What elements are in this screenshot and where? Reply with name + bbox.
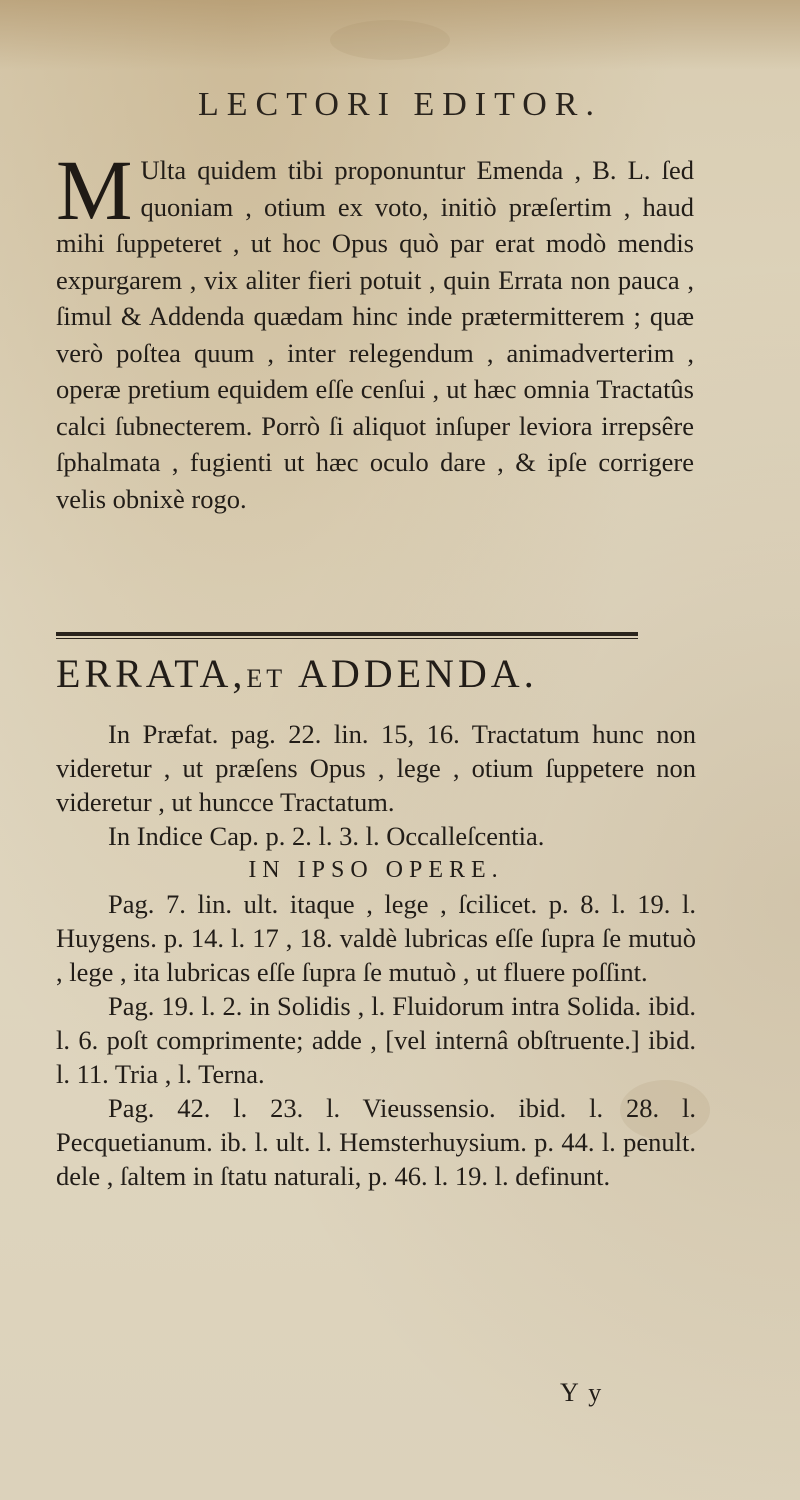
running-head: LECTORI EDITOR.	[198, 86, 602, 123]
preface-text: Ulta quidem tibi proponuntur Emenda , B. L. ſed quoniam , otium ex voto, initiò præſertim , haud mihi ſuppeteret , ut hoc Opus quò par erat modò mendis expurgarem , vix aliter fieri potuit , quin Errata non pauca , ſimul & Addenda quædam hinc inde prætermitterem ; quæ verò poſtea quum , inter relegendum , animadverterim , operæ pretium equidem eſſe cenſui , ut hæc omnia Tractatûs calci ſubnecterem. Porrò ſi aliquot inſuper leviora irrepsêre ſphalmata , fugienti ut hæc oculo dare , & ipſe corrigere velis obnixè rogo.	[56, 155, 694, 514]
foxing-stain	[330, 20, 450, 60]
errata-entry: In Præfat. pag. 22. lin. 15, 16. Tractatum hunc non videretur , ut præſens Opus , lege , otium ſuppetere non videretur , ut huncce Tractatum.	[56, 719, 696, 817]
errata-heading-main: ERRATA,	[56, 651, 247, 696]
errata-entry: In Indice Cap. p. 2. l. 3. l. Occalleſcentia.	[108, 821, 545, 851]
errata-heading	[56, 650, 696, 697]
errata-entry: Pag. 7. lin. ult. itaque , lege , ſcilicet. p. 8. l. 19. l. Huygens. p. 14. l. 17 , 18. valdè lubricas eſſe ſupra ſe mutuò , lege , ita lubricas eſſe ſupra ſe mutuò , ut fluere poſſint.	[56, 889, 696, 987]
errata-section-heading: IN IPSO OPERE.	[248, 857, 504, 883]
errata-heading-small: ET	[246, 664, 287, 693]
double-rule	[56, 632, 638, 636]
catchword: Y y	[560, 1378, 604, 1407]
errata-list	[56, 717, 696, 1193]
errata-heading-end: ADDENDA.	[297, 651, 538, 696]
errata-entry: Pag. 42. l. 23. l. Vieussensio. ibid. l. 28. l. Pecquetianum. ib. l. ult. l. Hemsterhuysium. p. 44. l. penult. dele , ſaltem in ſtatu naturali, p. 46. l. 19. l. definunt.	[56, 1093, 696, 1191]
errata-entry: Pag. 19. l. 2. in Solidis , l. Fluidorum intra Solida. ibid. l. 6. poſt comprimente; adde , [vel internâ obſtruente.] ibid. l. 11. Tria , l. Terna.	[56, 991, 696, 1089]
drop-cap: M	[56, 142, 133, 238]
preface	[56, 142, 694, 517]
